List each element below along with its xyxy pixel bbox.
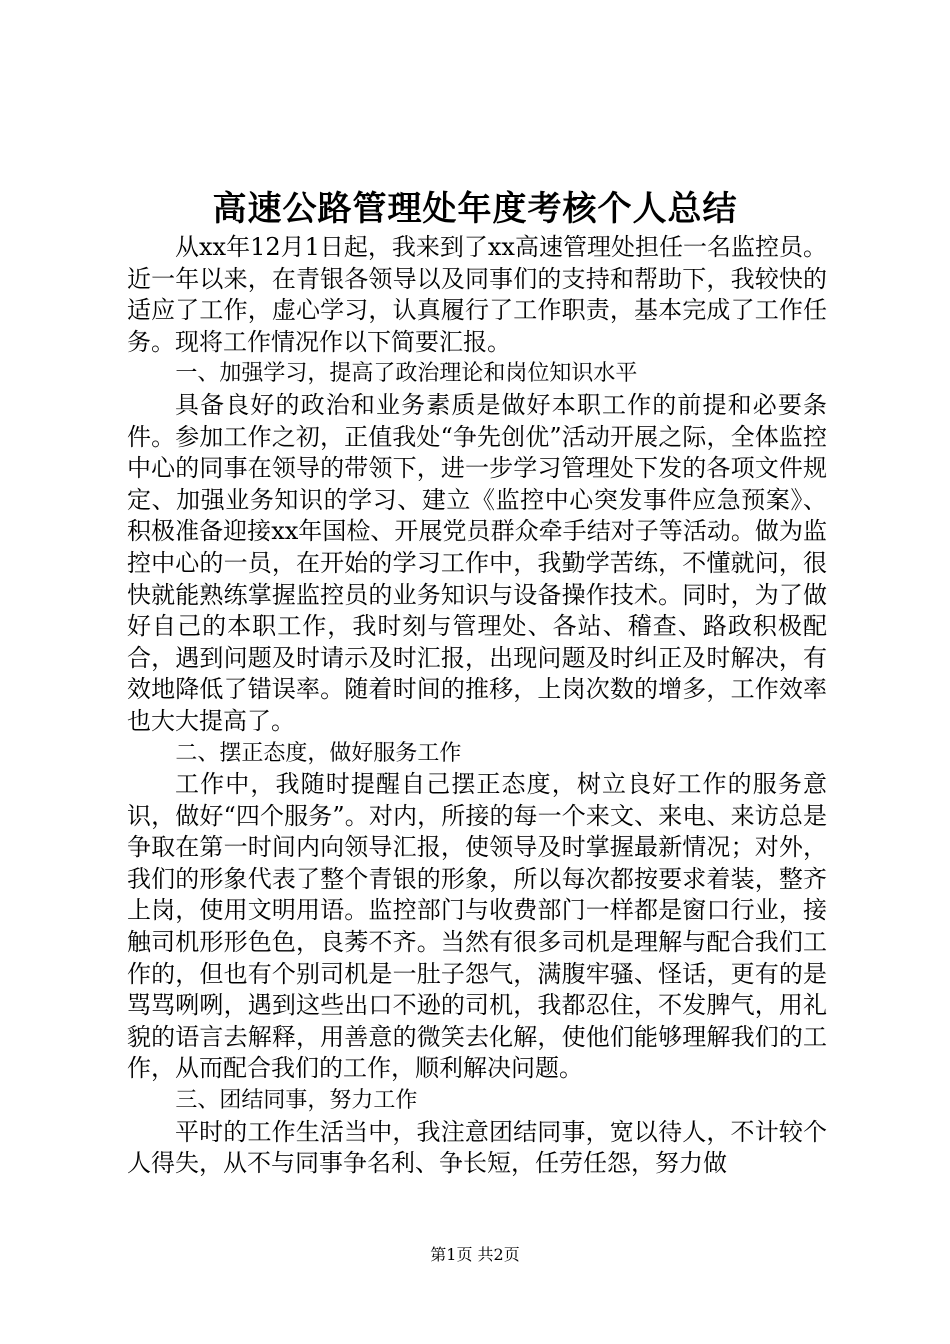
document-body xyxy=(127,232,827,1180)
page-footer: 第1页 共2页 xyxy=(430,1245,520,1264)
section-heading-3: 三、团结同事，努力工作 xyxy=(175,1088,418,1114)
section-1-paragraph: 具备良好的政治和业务素质是做好本职工作的前提和必要条件。参加工作之初，正值我处“争先创优”活动开展之际，全体监控中心的同事在领导的带领下，进一步学习管理处下发的各项文件规定、加强业务知识的学习、建立《监控中心突发事件应急预案》、积极准备迎接xx年国检、开展党员群众牵手结对子等活动。做为监控中心的一员，在开始的学习工作中，我勤学苦练，不懂就问，很快就能熟练掌握监控员的业务知识与设备操作技术。同时，为了做好自己的本职工作，我时刻与管理处、各站、稽查、路政积极配合，遇到问题及时请示及时汇报，出现问题及时纠正及时解决，有效地降低了错误率。随着时间的推移，上岗次数的增多，工作效率也大大提高了。 xyxy=(127,390,827,735)
section-heading-2: 二、摆正态度，做好服务工作 xyxy=(175,740,462,766)
section-heading-1: 一、加强学习，提高了政治理论和岗位知识水平 xyxy=(175,361,638,387)
document-title: 高速公路管理处年度考核个人总结 xyxy=(212,189,738,229)
section-2-paragraph: 工作中，我随时提醒自己摆正态度，树立良好工作的服务意识，做好“四个服务”。对内，所接的每一个来文、来电、来访总是争取在第一时间内向领导汇报，使领导及时掌握最新情况；对外，我们的形象代表了整个青银的形象，所以每次都按要求着装，整齐上岗，使用文明用语。监控部门与收费部门一样都是窗口行业，接触司机形形色色，良莠不齐。当然有很多司机是理解与配合我们工作的，但也有个别司机是一肚子怨气，满腹牢骚、怪话，更有的是骂骂咧咧，遇到这些出口不逊的司机，我都忍住，不发脾气，用礼貌的语言去解释，用善意的微笑去化解，使他们能够理解我们的工作，从而配合我们的工作，顺利解决问题。 xyxy=(127,770,827,1083)
section-3-paragraph: 平时的工作生活当中，我注意团结同事，宽以待人，不计较个人得失，从不与同事争名利、争长短，任劳任怨，努力做 xyxy=(127,1117,827,1178)
intro-paragraph: 从xx年12月1日起，我来到了xx高速管理处担任一名监控员。近一年以来，在青银各领导以及同事们的支持和帮助下，我较快的适应了工作，虚心学习，认真履行了工作职责，基本完成了工作任务。现将工作情况作以下简要汇报。 xyxy=(127,233,827,356)
